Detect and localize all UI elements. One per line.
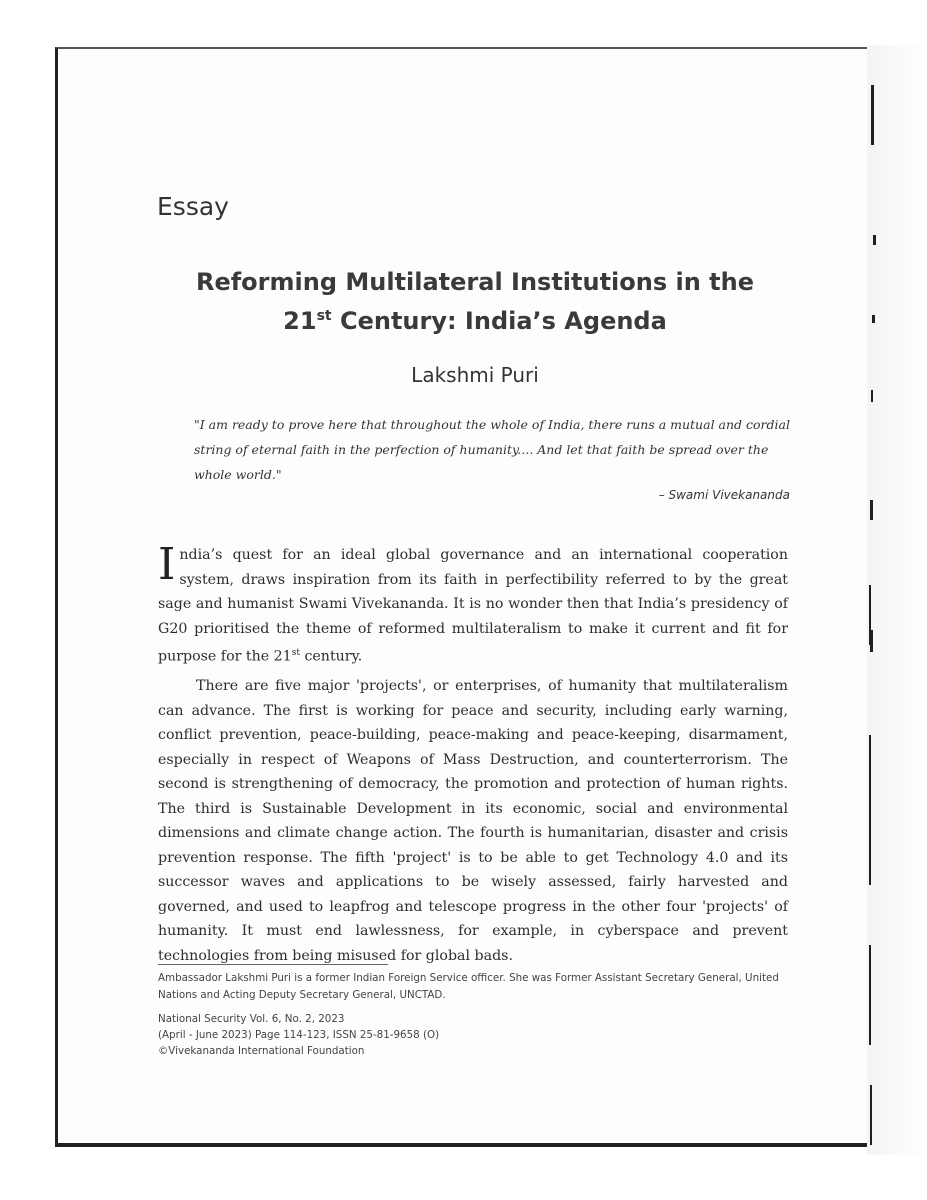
epigraph-attribution: – Swami Vivekananda — [658, 488, 790, 502]
edge-mark — [870, 1085, 872, 1145]
author-footnote: Ambassador Lakshmi Puri is a former Indian Foreign Service officer. She was Former Assistant Secretary General, United Nations and Acting Deputy Secretary General, UNCTAD. — [158, 972, 779, 1001]
edge-mark — [871, 85, 874, 145]
edge-mark — [873, 235, 876, 245]
edge-mark — [872, 315, 875, 323]
citation-line-1: National Security Vol. 6, No. 2, 2023 — [158, 1013, 345, 1025]
drop-cap: I — [158, 539, 176, 590]
publication-citation — [158, 1011, 798, 1059]
edge-mark — [870, 630, 873, 652]
footnote-divider — [158, 964, 388, 965]
edge-mark — [869, 735, 871, 885]
title-line-2: 21st Century: India’s Agenda — [283, 307, 667, 335]
citation-line-3: ©Vivekananda International Foundation — [158, 1045, 365, 1057]
body-paragraph-2: There are five major 'projects', or enterprises, of humanity that multilateralism can advance. The first is working for peace and security, including early warning, conflict prevention, peace-building, peace-making and peace-keeping, disarmament, especially in respect of Weapons of Mass Destruction, and counterterrorism. The second is strengthening of democracy, the promotion and protection of human rights. The third is Sustainable Development in its economic, social and environmental dimensions and climate change action. The fourth is humanitarian, disaster and crisis prevention response. The fifth 'project' is to be able to get Technology 4.0 and its successor waves and applications to be wisely assessed, fairly harvested and governed, and used to leapfrog and telescope progress in the other four 'projects' of humanity. It must end lawlessness, for example, in cyberspace and prevent technologies from being misused for global bads. — [158, 678, 788, 964]
edge-mark — [870, 500, 873, 520]
author-name: Lakshmi Puri — [411, 363, 539, 387]
citation-line-2: (April - June 2023) Page 114-123, ISSN 25-81-9658 (O) — [158, 1029, 440, 1041]
adjacent-page-edge — [867, 45, 927, 1155]
article-title — [150, 265, 800, 338]
section-label: Essay — [157, 192, 229, 221]
epigraph-quote: "I am ready to prove here that throughout the whole of India, there runs a mutual and cordial string of eternal faith in the perfection of humanity.... And let that faith be spread over the whole world." — [194, 417, 790, 482]
edge-mark — [869, 945, 871, 1045]
title-line-1: Reforming Multilateral Institutions in the — [195, 268, 755, 296]
edge-mark — [871, 390, 873, 402]
body-paragraph-1: India’s quest for an ideal global governance and an international cooperation system, draws inspiration from its faith in perfectibility referred to by the great sage and humanist Swami Vivekananda. It is no wonder then that India’s presidency of G20 prioritised the theme of reformed multilateralism to make it current and fit for purpose for the 21st century. — [158, 539, 788, 665]
